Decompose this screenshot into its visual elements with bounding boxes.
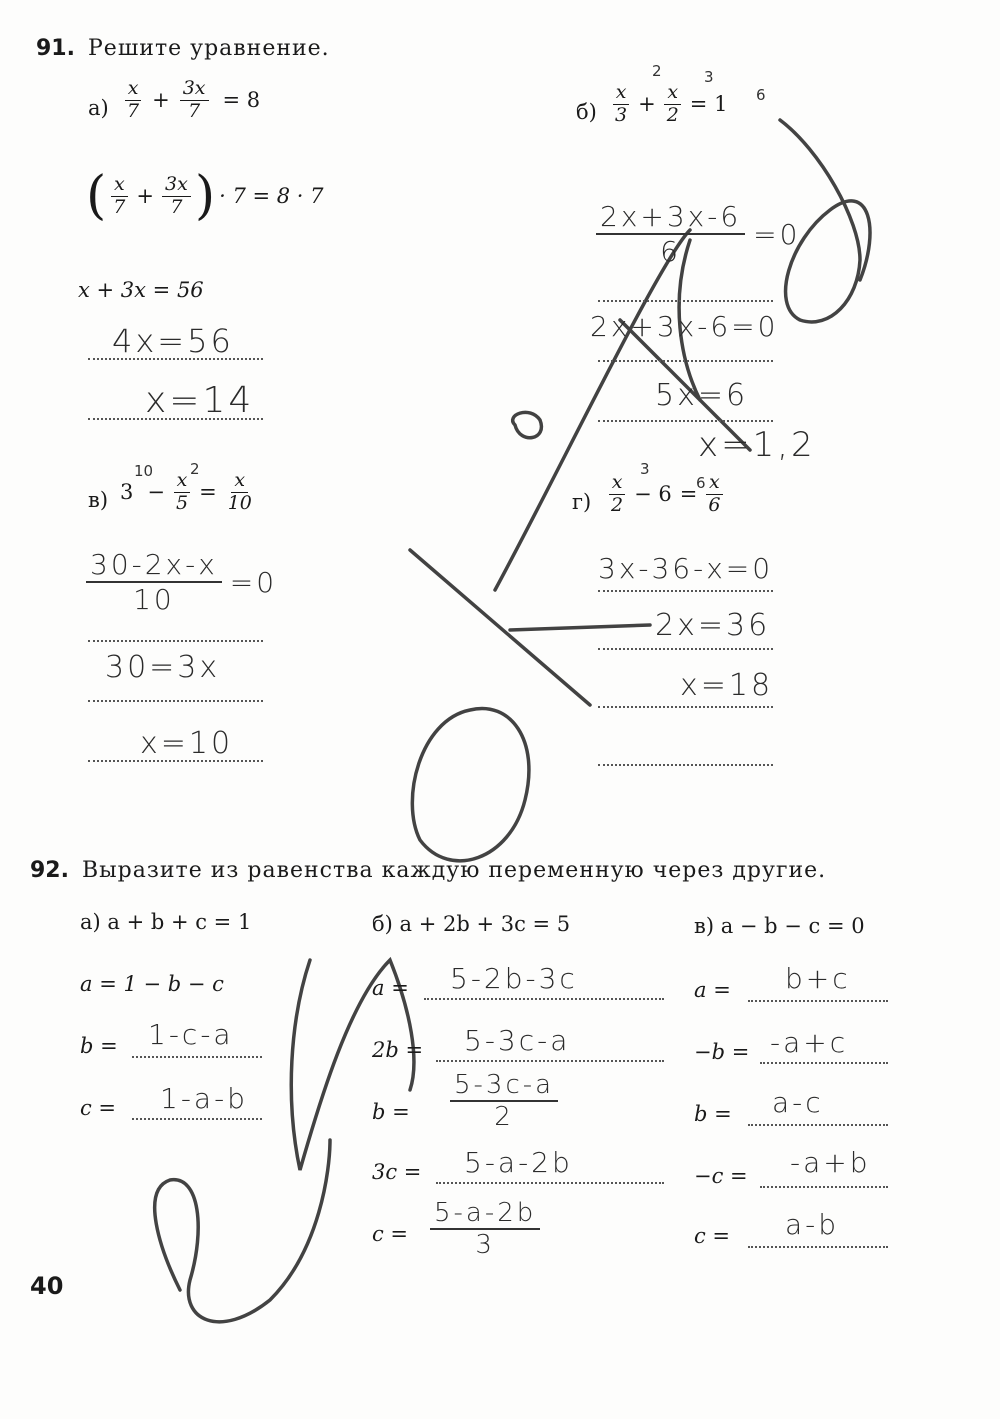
task-92a-header: а) a + b + c = 1 bbox=[80, 910, 252, 934]
task-92b-row1-lhs: a = bbox=[372, 976, 409, 1000]
task-92v-row1-lhs: a = bbox=[694, 978, 731, 1002]
dotted-line bbox=[760, 1186, 888, 1188]
dotted-line bbox=[598, 590, 773, 592]
task-92v-row4-lhs: −c = bbox=[694, 1164, 748, 1188]
task-91b-multiplier-3: 6 bbox=[756, 86, 766, 104]
task-91g-multiplier-2: 6 bbox=[696, 474, 706, 492]
task-92v-row5-hw: a-b bbox=[785, 1208, 840, 1241]
task-91v-hw3: x=10 bbox=[140, 726, 234, 761]
dotted-line bbox=[132, 1118, 262, 1120]
task-92v-header: в) a − b − c = 0 bbox=[694, 914, 865, 938]
dotted-line bbox=[88, 760, 263, 762]
task-92b-row5-hw: $\frac{5-a-2b}{3}$ bbox=[430, 1198, 540, 1260]
dotted-line bbox=[132, 1056, 262, 1058]
task-91a-step1: ( $\frac{x}{7}$ + $\frac{3x}{7}$ ) · 7 = 8 · 7 bbox=[86, 166, 324, 226]
dotted-line bbox=[748, 1124, 888, 1126]
task-92b-row4-lhs: 3c = bbox=[372, 1160, 422, 1184]
scribble-e-loop bbox=[155, 1140, 330, 1322]
task-92-number: 92. bbox=[30, 858, 69, 883]
task-92-title: Выразите из равенства каждую переменную через другие. bbox=[82, 858, 827, 883]
task-91g-hw2: 2x=36 bbox=[655, 608, 771, 643]
task-91a-step2: x + 3x = 56 bbox=[78, 278, 204, 302]
task-91b-hw4: x=1,2 bbox=[698, 425, 816, 465]
task-92b-row1-hw: 5-2b-3c bbox=[450, 962, 578, 995]
task-91b-hw3: 5x=6 bbox=[655, 378, 749, 413]
fraction: $\frac{x}{7}$ bbox=[110, 174, 128, 219]
fraction: $\frac{3x}{7}$ bbox=[162, 174, 191, 219]
task-91g-label: г) bbox=[572, 490, 592, 514]
task-92b-row3-hw: $\frac{5-3c-a}{2}$ bbox=[450, 1070, 558, 1132]
dotted-line bbox=[598, 764, 773, 766]
task-92a-row2-lhs: b = bbox=[80, 1034, 118, 1058]
task-91v-multiplier-1: 10 bbox=[134, 462, 154, 480]
fraction: $\frac{x}{10}$ bbox=[227, 469, 252, 514]
task-92a-row3-lhs: c = bbox=[80, 1096, 117, 1120]
task-92b-row2-hw: 5-3c-a bbox=[464, 1024, 571, 1057]
dotted-line bbox=[436, 1182, 664, 1184]
task-91b-hw-fraction: $\frac{2x+3x-6}{6}$ =0 bbox=[596, 200, 800, 268]
task-91v-equation: 3 − $\frac{x}{5}$ = $\frac{x}{10}$ bbox=[120, 470, 259, 515]
dotted-line bbox=[424, 998, 664, 1000]
fraction: $\frac{3x}{7}$ bbox=[180, 78, 209, 123]
dotted-line bbox=[760, 1062, 888, 1064]
task-91b-hw2: 2x+3x-6=0 bbox=[590, 310, 779, 343]
task-91b-multiplier-1: 2 bbox=[652, 62, 662, 80]
task-92a-row2-hw: 1-c-a bbox=[148, 1018, 234, 1051]
task-92v-row4-hw: -a+b bbox=[790, 1146, 871, 1179]
scribble-o-small bbox=[513, 412, 542, 437]
task-91v-hw-fraction: $\frac{30-2x-x}{10}$ =0 bbox=[86, 548, 277, 616]
task-91g-equation: $\frac{x}{2}$ − 6 = $\frac{x}{6}$ bbox=[604, 472, 727, 517]
task-92b-row5-lhs: c = bbox=[372, 1222, 409, 1246]
task-92b-row2-lhs: 2b = bbox=[372, 1038, 424, 1062]
task-91a-hw1: 4x=56 bbox=[112, 322, 234, 360]
fraction: $\frac{x}{3}$ bbox=[612, 82, 630, 127]
task-92v-row1-hw: b+c bbox=[785, 962, 851, 995]
task-91a-hw2: x=14 bbox=[145, 380, 255, 421]
page-number: 40 bbox=[30, 1272, 64, 1300]
task-91-title: Решите уравнение. bbox=[88, 36, 330, 61]
dotted-line bbox=[598, 706, 773, 708]
fraction: $\frac{x}{2}$ bbox=[664, 82, 682, 127]
task-92a-row1: a = 1 − b − c bbox=[80, 972, 224, 996]
fraction: $\frac{x}{2}$ bbox=[608, 472, 626, 517]
dotted-line bbox=[88, 358, 263, 360]
task-91a-label: а) bbox=[88, 96, 109, 120]
task-92v-row2-hw: -a+c bbox=[770, 1026, 849, 1059]
task-92b-row4-hw: 5-a-2b bbox=[464, 1146, 573, 1179]
task-91g-multiplier-1: 3 bbox=[640, 460, 650, 478]
dotted-line bbox=[436, 1060, 664, 1062]
dotted-line bbox=[88, 418, 263, 420]
task-91v-hw2: 30=3x bbox=[105, 650, 221, 685]
task-92b-row3-lhs: b = bbox=[372, 1100, 410, 1124]
dotted-line bbox=[748, 1246, 888, 1248]
task-91g-hw1: 3x-36-x=0 bbox=[598, 552, 774, 585]
task-91b-label: б) bbox=[576, 100, 597, 124]
scribble-o-large bbox=[412, 708, 529, 860]
task-91-number: 91. bbox=[36, 36, 75, 61]
task-92b-header: б) a + 2b + 3c = 5 bbox=[372, 912, 571, 936]
dotted-line bbox=[598, 648, 773, 650]
dotted-line bbox=[748, 1000, 888, 1002]
dotted-line bbox=[598, 420, 773, 422]
fraction: $\frac{x}{7}$ bbox=[124, 78, 142, 123]
task-92v-row2-lhs: −b = bbox=[694, 1040, 750, 1064]
task-91b-multiplier-2: 3 bbox=[704, 68, 714, 86]
task-91v-label: в) bbox=[88, 488, 109, 512]
dotted-line bbox=[88, 640, 263, 642]
scribble-k-arm bbox=[510, 625, 650, 630]
task-92v-row5-lhs: c = bbox=[694, 1224, 731, 1248]
fraction: $\frac{x}{6}$ bbox=[705, 472, 723, 517]
dotted-line bbox=[598, 300, 773, 302]
dotted-line bbox=[598, 360, 773, 362]
dotted-line bbox=[88, 700, 263, 702]
task-92v-row3-hw: a-c bbox=[772, 1086, 824, 1119]
task-91v-multiplier-2: 2 bbox=[190, 460, 200, 478]
fraction: $\frac{x}{5}$ bbox=[173, 470, 191, 515]
task-92a-row3-hw: 1-a-b bbox=[160, 1082, 248, 1115]
task-91a-equation: $\frac{x}{7}$ + $\frac{3x}{7}$ = 8 bbox=[120, 78, 260, 123]
task-91g-hw3: x=18 bbox=[680, 668, 774, 703]
task-91b-equation: $\frac{x}{3}$ + $\frac{x}{2}$ = 1 bbox=[608, 82, 727, 127]
task-92v-row3-lhs: b = bbox=[694, 1102, 732, 1126]
